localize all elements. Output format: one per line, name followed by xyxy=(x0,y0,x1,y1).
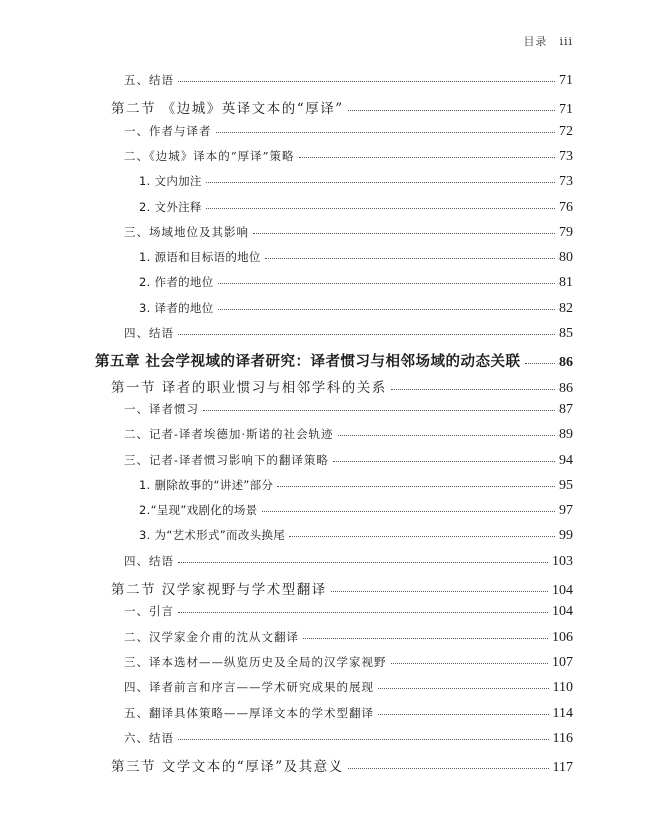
toc-entry-item xyxy=(124,679,573,696)
toc-entry-title: 三、记者-译者惯习影响下的翻译策略 xyxy=(124,452,329,467)
toc-entry-title: 3. 译者的地位 xyxy=(139,300,214,315)
dot-leader xyxy=(178,612,548,613)
toc-entry-page-number: 86 xyxy=(559,355,573,371)
toc-entry-page-number: 95 xyxy=(559,477,573,493)
toc-entry-title: 1. 源语和目标语的地位 xyxy=(139,250,261,265)
dot-leader xyxy=(378,714,549,715)
dot-leader xyxy=(289,536,555,537)
toc-entry-page-number: 71 xyxy=(559,102,573,118)
toc-entry-title: 1. 删除故事的“讲述”部分 xyxy=(139,477,274,492)
toc-entry-item xyxy=(124,629,573,646)
toc-entry-title: 一、作者与译者 xyxy=(124,123,212,138)
toc-entry-page-number: 86 xyxy=(559,380,573,396)
toc-entry-page-number: 99 xyxy=(559,528,573,544)
dot-leader xyxy=(262,511,556,512)
toc-entry-section xyxy=(111,755,573,776)
toc-entry-page-number: 106 xyxy=(552,629,573,645)
toc-entry-sub xyxy=(139,300,573,317)
toc-entry-title: 四、译者前言和序言——学术研究成果的展现 xyxy=(124,680,374,695)
dot-leader xyxy=(378,688,549,689)
toc-entry-page-number: 89 xyxy=(559,427,573,443)
dot-leader xyxy=(216,132,556,133)
dot-leader xyxy=(218,283,555,284)
toc-entry-page-number: 72 xyxy=(559,123,573,139)
toc-entry-title: 2.“呈现”戏剧化的场景 xyxy=(139,503,258,518)
dot-leader xyxy=(218,309,555,310)
toc-entry-page-number: 104 xyxy=(552,583,573,598)
toc-entry-item xyxy=(124,72,573,89)
toc-entry-page-number: 85 xyxy=(559,326,573,341)
dot-leader xyxy=(348,110,555,111)
toc-entry-section xyxy=(111,97,573,118)
toc-entry-sub xyxy=(139,274,573,291)
dot-leader xyxy=(348,768,549,769)
toc-entry-page-number: 110 xyxy=(552,680,573,696)
toc-entry-item xyxy=(124,705,573,722)
toc-entry-title: 二、记者-译者埃德加·斯诺的社会轨迹 xyxy=(124,427,334,442)
toc-entry-title: 五、翻译具体策略——厚译文本的学术型翻译 xyxy=(124,705,374,720)
running-head-label: 目录 xyxy=(523,35,548,48)
toc-entry-sub xyxy=(139,249,573,266)
toc-entry-title: 五、结语 xyxy=(124,73,174,87)
toc-entry-page-number: 73 xyxy=(559,148,573,164)
toc-entry-item xyxy=(124,603,573,620)
toc-entry-title: 第三节 文学文本的“厚译”及其意义 xyxy=(111,759,344,776)
toc-entry-title: 第二节 汉学家视野与学术型翻译 xyxy=(111,582,327,598)
toc-entry-title: 六、结语 xyxy=(124,730,174,745)
dot-leader xyxy=(206,182,555,183)
toc-entry-item xyxy=(124,426,573,443)
toc-entry-sub xyxy=(139,199,573,216)
toc-entry-item xyxy=(124,401,573,418)
toc-entry-item xyxy=(124,224,573,241)
dot-leader xyxy=(203,410,555,411)
toc-entry-title: 3. 为“艺术形式”而改头换尾 xyxy=(139,528,286,543)
toc-entry-section xyxy=(111,578,573,599)
toc-entry-page-number: 117 xyxy=(552,760,573,776)
toc-entry-title: 三、场域地位及其影响 xyxy=(124,224,249,239)
dot-leader xyxy=(525,363,555,364)
toc-entry-page-number: 80 xyxy=(559,250,573,266)
dot-leader xyxy=(391,389,555,390)
dot-leader xyxy=(178,81,555,82)
toc-entry-page-number: 116 xyxy=(552,730,573,746)
toc-entry-page-number: 94 xyxy=(559,452,573,468)
toc-entry-section xyxy=(111,376,573,397)
toc-entry-page-number: 81 xyxy=(559,275,573,291)
dot-leader xyxy=(206,208,555,209)
dot-leader xyxy=(253,233,555,234)
toc-entry-page-number: 79 xyxy=(559,224,573,240)
running-head-page-number: iii xyxy=(559,35,573,48)
toc-entry-page-number: 107 xyxy=(552,654,573,670)
dot-leader xyxy=(178,334,555,335)
toc-entry-title: 第一节 译者的职业惯习与相邻学科的关系 xyxy=(111,379,387,396)
toc-entry-page-number: 97 xyxy=(559,503,573,519)
toc-entry-sub xyxy=(139,173,573,190)
toc-entry-title: 第二节 《边城》英译文本的“厚译” xyxy=(111,101,344,118)
dot-leader xyxy=(338,435,555,436)
toc-entry-page-number: 87 xyxy=(559,401,573,417)
toc-entry-page-number: 82 xyxy=(559,300,573,316)
toc-entry-title: 二、汉学家金介甫的沈从文翻译 xyxy=(124,629,299,644)
toc-entry-item xyxy=(124,452,573,469)
toc-entry-item xyxy=(124,730,573,747)
toc-entry-page-number: 76 xyxy=(559,199,573,215)
dot-leader xyxy=(303,638,548,639)
toc-entry-sub xyxy=(139,527,573,544)
toc-entry-title: 二、《边城》译本的“厚译”策略 xyxy=(124,148,295,163)
dot-leader xyxy=(178,739,549,740)
toc-entry-title: 2. 文外注释 xyxy=(139,199,202,214)
dot-leader xyxy=(299,157,555,158)
toc-entry-sub xyxy=(139,502,573,519)
dot-leader xyxy=(331,591,548,592)
toc-entry-title: 四、结语 xyxy=(124,326,174,340)
dot-leader xyxy=(333,461,555,462)
toc-entry-page-number: 104 xyxy=(552,604,573,620)
toc-entry-title: 第五章 社会学视域的译者研究：译者惯习与相邻场域的动态关联 xyxy=(95,353,521,371)
dot-leader xyxy=(277,486,555,487)
toc-entry-item xyxy=(124,553,573,570)
dot-leader xyxy=(178,562,548,563)
toc-entry-item xyxy=(124,148,573,165)
toc-entry-title: 一、译者惯习 xyxy=(124,401,199,416)
dot-leader xyxy=(391,663,549,664)
toc-entry-title: 四、结语 xyxy=(124,553,174,568)
toc-entry-title: 1. 文内加注 xyxy=(139,174,202,189)
toc-entry-page-number: 71 xyxy=(559,73,573,88)
toc-entry-title: 2. 作者的地位 xyxy=(139,275,214,290)
dot-leader xyxy=(265,258,555,259)
toc-entry-item xyxy=(124,123,573,140)
toc-entry-sub xyxy=(139,477,573,494)
toc-entry-page-number: 73 xyxy=(559,174,573,190)
toc-entry-page-number: 103 xyxy=(552,553,573,569)
toc-entry-title: 一、引言 xyxy=(124,604,174,619)
toc-entry-chapter xyxy=(95,350,573,371)
running-head xyxy=(523,33,573,49)
toc-entry-item xyxy=(124,325,573,342)
toc-entry-page-number: 114 xyxy=(552,705,573,721)
toc-entry-title: 三、译本选材——纵览历史及全局的汉学家视野 xyxy=(124,654,387,669)
toc-entry-item xyxy=(124,654,573,671)
